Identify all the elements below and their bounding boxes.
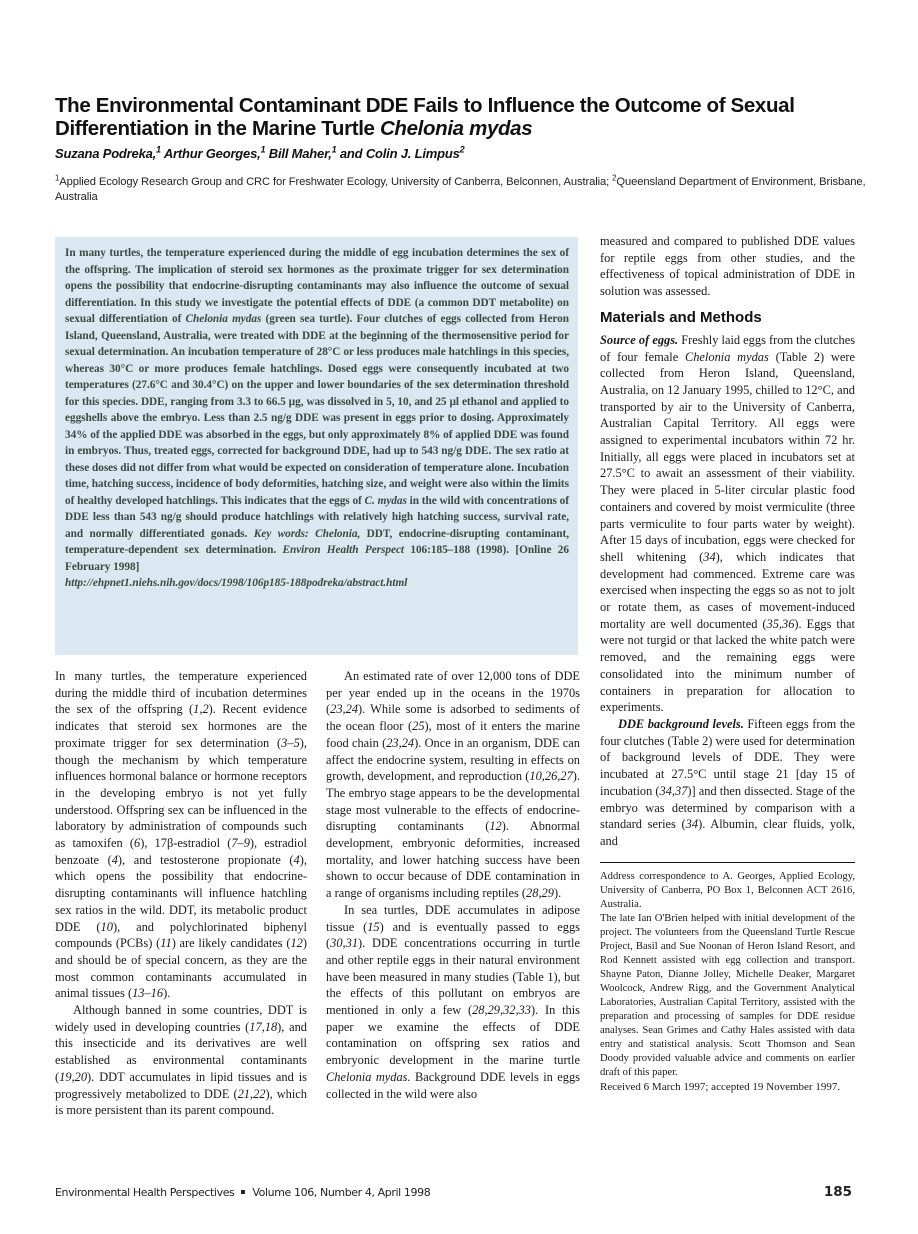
citation-ref: 3–5: [281, 735, 300, 750]
citation-ref: 6: [133, 836, 141, 851]
citation-ref: 34: [685, 817, 699, 832]
author-list: [55, 146, 885, 162]
body-paragraph: Although banned in some countries, DDT is widely used in developing countries (17,18), and this insecticide and its derivatives are well established as environmental contaminants (19,20). DDT accumulates in lipid tissues and is progressively metabolized to DDE (21,22), which is more persistent than its parent compound.: [55, 1003, 307, 1118]
citation-ref: 30,31: [330, 936, 359, 951]
keywords-label: Key words:: [253, 527, 309, 540]
citation-ref: 15: [367, 919, 380, 934]
citation-ref: 12: [290, 936, 303, 951]
citation-ref: 13–16: [132, 986, 164, 1001]
page-footer: [55, 1186, 852, 1202]
citation-ref: 35,36: [766, 616, 795, 631]
bullet-separator-icon: [241, 1190, 245, 1194]
citation-ref: 28,29: [526, 886, 554, 901]
citation-ref: 17,18: [249, 1019, 278, 1034]
citation-ref: 10: [100, 919, 113, 934]
title-text: The Environmental Contaminant DDE Fails to Influence the Outcome of Sexual Differentiation in the Marine Turtle: [55, 94, 795, 140]
citation-ref: 10,26,27: [529, 769, 573, 784]
journal-info: Environmental Health Perspectives Volume 106, Number 4, April 1998: [55, 1186, 431, 1199]
acknowledgments: The late Ian O'Brien helped with initial development of the project. The volunteers from the Queensland Turtle Rescue Project, Basil and Sue Noonan of Heron Island Resort, and Rod Kennett assisted with egg collection and transport. Shayne Paton, Dianne Jolley, Michelle Deaker, Margaret Woolcock, Andrew Rigg, and the Government Analytical Laboratories, Australian Capital Territory, assisted with the preparation and processing of samples for DDE residue analyses. Sean Grimes and Cathy Hales assisted with data entry and statistical analysis. Scott Thomson and Sean Doody provided valuable advice and comments on earlier draft of this paper.: [600, 912, 855, 1078]
citation-ref: 4: [111, 852, 118, 867]
subsection-heading: DDE background levels.: [618, 716, 744, 731]
citation-ref: 19,20: [59, 1069, 88, 1084]
citation-ref: 23,24: [330, 702, 359, 717]
body-paragraph: Source of eggs. Freshly laid eggs from the clutches of four female Chelonia mydas (Table 2) were collected from Heron Island, Queensland, Australia, on 12 January 1995, chilled to 12°C, and transported by air to the University of Canberra, Australian Capital Territory. All eggs were assigned to experimental incubators within 72 hr. Initially, all eggs were placed in incubators set at 27.5°C to await an assessment of their viability. They were placed in 5-liter circular plastic food containers and covered by moist vermiculite (three parts vermiculite to four parts water by weight). After 15 days of incubation, eggs were checked for shell whitening (34), which indicates that development had commenced. Extreme care was exercised when inspecting the eggs so as not to jolt or rotate them, as cases of movement-induced mortality are well documented (35,36). Eggs that were not turgid or that lacked the white patch were removed, and the remaining eggs were consolidated into the minimum number of containers in preparation for allocation to experiments.: [600, 332, 856, 715]
page-number: 185: [823, 1184, 852, 1200]
body-paragraph: An estimated rate of over 12,000 tons of DDE per year ended up in the oceans in the 1970s (23,24). While some is adsorbed to sediments of the ocean floor (25), most of it enters the marine food chain (23,24). Once in an organism, DDE can affect the endocrine system, resulting in effects on growth, development, and reproduction (10,26,27). The embryo stage appears to be the developmental stage most vulnerable to the effects of endocrine-disrupting contaminants (12). Abnormal development, embryonic deformities, increased mortality, and lower hatching success have been shown to occur because of DDE contamination in a range of organisms including reptiles (28,29).: [326, 669, 580, 901]
abstract-box: [55, 237, 578, 655]
citation-ref: 28,29,32,33: [472, 1003, 531, 1018]
body-column-left: [55, 668, 307, 1119]
citation-ref: 4: [293, 852, 300, 867]
received-dates: Received 6 March 1997; accepted 19 November 1997.: [600, 1080, 841, 1093]
citation-ref: 34: [703, 549, 716, 564]
citation-ref: 34,37: [659, 783, 688, 798]
citation-journal: Environ Health Perspect: [282, 544, 404, 556]
author: Arthur Georges,$^1$: [160, 144, 266, 161]
affiliations: $^1$Applied Ecology Research Group and CRC for Freshwater Ecology, University of Canberra, Belconnen, Australia; $^2$Queensland Department of Environment, Brisbane, Australia: [55, 173, 866, 203]
body-paragraph: In many turtles, the temperature experienced during the middle third of incubation determines the sex of the offspring (1,2). Recent evidence indicates that steroid sex hormones are the proximate trigger for sex determination (3–5), though the mechanism by which temperature influences hormonal balance or hormone receptors in the developing embryo is not yet fully understood. Offspring sex can be influenced in the laboratory by administration of compounds such as tamoxifen (6), 17β-estradiol (7–9), estradiol benzoate (4), and testosterone propionate (4), which opens the possibility that endocrine-disrupting contaminants will influence hatchling sex ratios in the wild. DDT, its metabolic product DDE (10), and polychlorinated biphenyl compounds (PCBs) (11) are likely candidates (12) and should be of special concern, as they are the most common contaminants accumulated in animal tissues (13–16).: [55, 669, 307, 1001]
footnotes: [600, 870, 855, 1094]
citation-ref: 12: [489, 819, 502, 834]
citation-ref: 7–9: [231, 836, 250, 851]
body-column-middle: [326, 668, 580, 1102]
body-paragraph: DDE background levels. Fifteen eggs from the four clutches (Table 2) were used for determination of background levels of DDE. They were incubated at 27.5°C until stage 21 [day 15 of incubation (34,37)] and then dissected. Stage of the embryo was determined by comparison with a standard series (34). Albumin, clear fluids, yolk, and: [600, 716, 855, 848]
correspondence-address: Address correspondence to A. Georges, Applied Ecology, University of Canberra, PO Box 1, Belconnen ACT 2616, Australia.: [600, 870, 855, 910]
section-heading: Materials and Methods: [600, 308, 762, 326]
body-paragraph: measured and compared to published DDE values for reptile eggs from other studies, and the effectiveness of topical administration of DDE in solution was assessed.: [600, 234, 855, 299]
abstract-text: In many turtles, the temperature experienced during the middle of egg incubation determines the sex of the offspring. The implication of steroid sex hormones as the proximate trigger for sex determination opens the possibility that endocrine-disrupting contaminants may also influence the outcome of sexual differentiation. In this study we investigate the potential effects of DDE (a common DDT metabolite) on sexual differentiation of Chelonia mydas (green sea turtle). Four clutches of eggs collected from Heron Island, Queensland, Australia, were treated with DDE at the beginning of the thermosensitive period for sexual determination. An incubation temperature of 28°C or less produces male hatchlings in this species, whereas 30°C or more produces female hatchlings. Dosed eggs were consequently incubated at two temperatures (27.6°C and 30.4°C) on the upper and lower boundaries of the sex determination threshold for this species. DDE, ranging from 3.3 to 66.5 µg, was dissolved in 5, 10, and 25 µl ethanol and applied to eggshells above the embryo. Less than 2.5 ng/g DDE was present in eggs prior to dosing. Approximately 34% of the applied DDE was absorbed in the eggs, but only approximately 8% of applied DDE was found in embryos. Thus, treated eggs, corrected for background DDE, had up to 543 ng/g DDE. The sex ratio at these doses did not differ from what would be expected on consideration of temperature alone. Incubation time, hatching success, incidence of body deformities, hatching size, and weight were also within the limits of healthy developed hatchlings. This indicates that the eggs of C. mydas in the wild with concentrations of DDE less than 543 ng/g should produce hatchlings with relatively high hatching success, survival rate, and normally differentiated gonads. Key words: Chelonia, DDT, endocrine-disrupting contaminant, temperature-dependent sex determination. Environ Health Perspect 106:185–188 (1998). [Online 26 February 1998] http://ehpnet1.niehs.nih.gov/docs/1998/106p185-188podreka/abstract.html: [65, 245, 569, 592]
body-column-right: [600, 233, 855, 1094]
citation-ref: 21,22: [237, 1086, 266, 1101]
article-title: [55, 94, 885, 140]
citation-ref: 1,2: [193, 702, 209, 717]
author: and Colin J. Limpus$^2$: [336, 144, 465, 161]
footnote-divider: [600, 862, 855, 863]
title-species: Chelonia mydas: [379, 117, 533, 140]
abstract-url-link[interactable]: http://ehpnet1.niehs.nih.gov/docs/1998/106p185-188podreka/abstract.html: [65, 577, 408, 589]
citation-ref: 23,24: [386, 735, 415, 750]
author: Bill Maher,$^1$: [265, 144, 337, 161]
citation-ref: 25: [412, 719, 425, 734]
subsection-heading: Source of eggs.: [600, 332, 679, 347]
author: Suzana Podreka,$^1$: [55, 144, 161, 161]
body-paragraph: In sea turtles, DDE accumulates in adipose tissue (15) and is eventually passed to eggs (30,31). DDE concentrations occurring in turtle and other reptile eggs in their natural environment have been measured in many studies (Table 1), but the effects of this pollutant on embryos are mentioned in only a few (28,29,32,33). In this paper we examine the effects of DDE contamination on offspring sex ratios and embryonic development in the marine turtle Chelonia mydas. Background DDE levels in eggs collected in the wild were also: [326, 902, 581, 1101]
citation-ref: 11: [160, 936, 172, 951]
